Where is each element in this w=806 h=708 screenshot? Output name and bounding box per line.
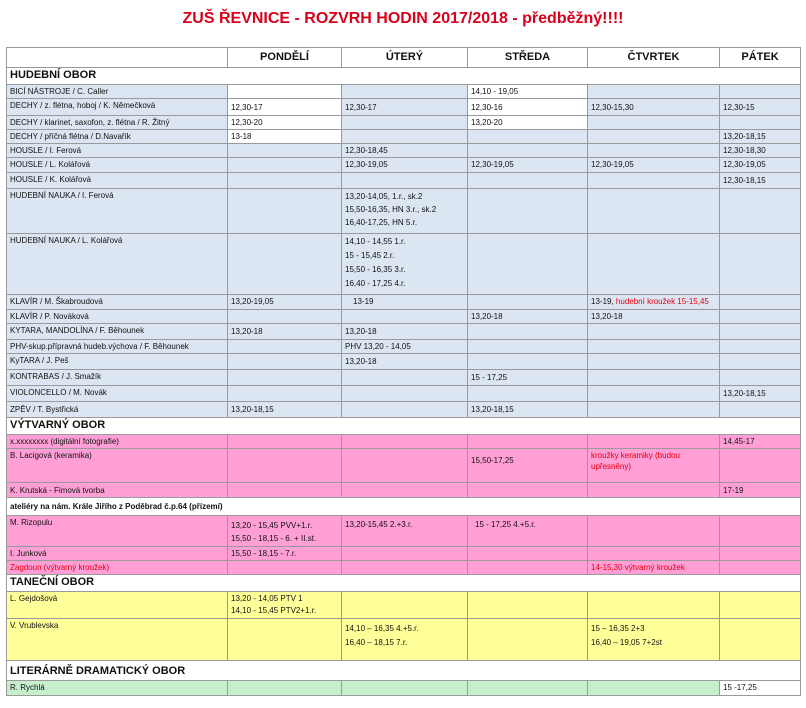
cell xyxy=(588,386,720,402)
cell-text: 13,20-15,45 2.+3.r. xyxy=(345,520,413,529)
cell xyxy=(468,234,588,295)
cell xyxy=(228,189,342,234)
cell xyxy=(588,402,720,418)
cell-text: 15 - 17,25 4.+5.r. xyxy=(475,520,536,529)
cell xyxy=(228,340,342,354)
cell xyxy=(228,85,342,99)
row-name: HOUSLE / L. Kolářová xyxy=(7,158,228,173)
cell: 12,30-18,15 xyxy=(720,173,801,189)
cell xyxy=(342,370,468,386)
table-row xyxy=(7,592,801,619)
table-row xyxy=(7,619,801,661)
section-row xyxy=(7,575,801,592)
cell xyxy=(468,435,588,449)
section-title: HUDEBNÍ OBOR xyxy=(7,68,801,85)
section-title: LITERÁRNĚ DRAMATICKÝ OBOR xyxy=(7,661,801,681)
row-name: VIOLONCELLO / M. Novák xyxy=(7,386,228,402)
schedule-table xyxy=(6,47,801,696)
cell xyxy=(342,619,468,661)
row-name: x.xxxxxxxx (digitální fotografie) xyxy=(7,435,228,449)
cell xyxy=(468,144,588,158)
table-row xyxy=(7,99,801,116)
cell-line: 16,40 – 18,15 7.r. xyxy=(345,638,408,647)
table-row xyxy=(7,85,801,99)
cell xyxy=(468,173,588,189)
header-empty xyxy=(7,48,228,68)
cell-line: 15,50 - 16,35 3.r. xyxy=(345,265,406,274)
cell xyxy=(342,516,468,547)
cell: 13,20-18,15 xyxy=(228,402,342,418)
cell xyxy=(228,370,342,386)
cell xyxy=(228,619,342,661)
cell xyxy=(342,449,468,483)
cell: PHV 13,20 - 14,05 xyxy=(342,340,468,354)
cell xyxy=(720,295,801,310)
cell: 15 - 17,25 xyxy=(468,370,588,386)
cell xyxy=(588,592,720,619)
table-row xyxy=(7,547,801,561)
cell xyxy=(720,547,801,561)
cell xyxy=(588,547,720,561)
cell-line: 13,20 - 15,45 PVV+1.r. xyxy=(231,521,313,530)
cell xyxy=(468,619,588,661)
row-name: R. Rychlá xyxy=(7,681,228,696)
cell xyxy=(720,116,801,130)
cell xyxy=(342,85,468,99)
cell xyxy=(468,324,588,340)
cell-line: 16,40-17,25, HN 5.r. xyxy=(345,218,418,227)
cell xyxy=(468,354,588,370)
row-name: V. Vrublevska xyxy=(7,619,228,661)
cell xyxy=(468,561,588,575)
row-name: HUDEBNÍ NAUKA / I. Ferová xyxy=(7,189,228,234)
cell xyxy=(720,449,801,483)
cell xyxy=(720,402,801,418)
cell xyxy=(720,340,801,354)
cell-line: 16,40 – 19,05 7+2st xyxy=(591,638,662,647)
cell xyxy=(228,592,342,619)
section-title: VÝTVARNÝ OBOR xyxy=(7,418,801,435)
table-row xyxy=(7,483,801,498)
row-name xyxy=(7,561,228,575)
cell xyxy=(342,234,468,295)
table-row xyxy=(7,516,801,547)
cell: 13-18 xyxy=(228,130,342,144)
table-row xyxy=(7,144,801,158)
cell: 14,10 - 19,05 xyxy=(468,85,588,99)
cell xyxy=(720,516,801,547)
row-name: M. Rizopulu xyxy=(7,516,228,547)
cell-line: 13,20-14,05, 1.r., sk.2 xyxy=(345,192,423,201)
row-name: BICÍ NÁSTROJE / C. Caller xyxy=(7,85,228,99)
cell xyxy=(228,449,342,483)
cell xyxy=(720,354,801,370)
cell xyxy=(342,116,468,130)
cell xyxy=(342,310,468,324)
table-row xyxy=(7,324,801,340)
table-row xyxy=(7,681,801,696)
section-row xyxy=(7,418,801,435)
row-name: HUDEBNÍ NAUKA / L. Kolářová xyxy=(7,234,228,295)
day-header: PÁTEK xyxy=(720,48,801,68)
cell xyxy=(342,592,468,619)
cell xyxy=(342,386,468,402)
cell xyxy=(342,130,468,144)
table-row xyxy=(7,354,801,370)
cell xyxy=(468,681,588,696)
row-name: L. Gejdošová xyxy=(7,592,228,619)
club-note: hudební kroužek 15-15,45 xyxy=(615,297,709,306)
cell xyxy=(720,370,801,386)
cell-line: 14,10 - 15,45 PTV2+1.r. xyxy=(231,606,317,615)
cell: 13,20-18 xyxy=(342,354,468,370)
cell-line: 15,50 - 18,15 - 6. + II.st. xyxy=(231,534,317,543)
cell xyxy=(468,592,588,619)
cell xyxy=(468,386,588,402)
cell xyxy=(342,547,468,561)
row-name: B. Lacigová (keramika) xyxy=(7,449,228,483)
cell xyxy=(588,516,720,547)
cell xyxy=(342,435,468,449)
cell xyxy=(588,85,720,99)
cell-text: 13-19, xyxy=(591,297,614,306)
cell xyxy=(228,386,342,402)
cell xyxy=(342,295,468,310)
row-name-text: Zagdoun (výtvarný kroužek) xyxy=(10,563,110,572)
cell xyxy=(468,547,588,561)
cell: 13,20-18 xyxy=(468,310,588,324)
table-row xyxy=(7,173,801,189)
cell-line: 13,20 - 14,05 PTV 1 xyxy=(231,594,303,603)
cell: 13,20-18,15 xyxy=(720,386,801,402)
row-name: DECHY / příčná flétna / D.Navařík xyxy=(7,130,228,144)
cell xyxy=(228,483,342,498)
row-name: KyTARA / J. Peš xyxy=(7,354,228,370)
day-header: ČTVRTEK xyxy=(588,48,720,68)
cell xyxy=(588,130,720,144)
cell xyxy=(468,189,588,234)
cell xyxy=(228,158,342,173)
cell: 13,20-19,05 xyxy=(228,295,342,310)
cell xyxy=(228,144,342,158)
subsection-row xyxy=(7,498,801,516)
cell: 12,30-19,05 xyxy=(342,158,468,173)
table-row xyxy=(7,370,801,386)
cell xyxy=(720,561,801,575)
cell: 13,20-18,15 xyxy=(468,402,588,418)
cell xyxy=(720,189,801,234)
cell xyxy=(342,402,468,418)
cell: 12,30-15,30 xyxy=(588,99,720,116)
cell-line: 14,10 – 16,35 4.+5.r. xyxy=(345,624,419,633)
page-title: ZUŠ ŘEVNICE - ROZVRH HODIN 2017/2018 - předběžný!!!! xyxy=(182,10,624,27)
day-header: ÚTERÝ xyxy=(342,48,468,68)
cell xyxy=(228,354,342,370)
table-row xyxy=(7,234,801,295)
cell xyxy=(342,561,468,575)
cell-line: 16,40 - 17,25 4.r. xyxy=(345,279,406,288)
cell: 12,30-18,30 xyxy=(720,144,801,158)
cell xyxy=(588,189,720,234)
table-row xyxy=(7,402,801,418)
cell xyxy=(720,592,801,619)
cell: 13,20-20 xyxy=(468,116,588,130)
cell xyxy=(228,310,342,324)
row-name: HOUSLE / I. Ferová xyxy=(7,144,228,158)
cell: 12,30-16 xyxy=(468,99,588,116)
cell xyxy=(468,340,588,354)
cell: 12,30-19,05 xyxy=(468,158,588,173)
cell: 12,30-19,05 xyxy=(588,158,720,173)
row-name: DECHY / klarinet, saxofon, z. flétna / R. Žitný xyxy=(7,116,228,130)
table-row xyxy=(7,295,801,310)
cell xyxy=(720,619,801,661)
table-row xyxy=(7,386,801,402)
row-name: PHV-skup.přípravná hudeb.výchova / F. Běhounek xyxy=(7,340,228,354)
cell: 12,30-17 xyxy=(342,99,468,116)
cell xyxy=(228,681,342,696)
row-name: ZPĚV / T. Bystřická xyxy=(7,402,228,418)
cell xyxy=(342,681,468,696)
cell: 13,20-18,15 xyxy=(720,130,801,144)
cell-text: 13-19 xyxy=(353,297,374,306)
cell xyxy=(588,619,720,661)
cell xyxy=(588,173,720,189)
cell xyxy=(588,340,720,354)
cell xyxy=(588,435,720,449)
cell xyxy=(588,483,720,498)
cell: 12,30-20 xyxy=(228,116,342,130)
table-row xyxy=(7,435,801,449)
cell-text: 15,50-17,25 xyxy=(471,456,514,465)
cell xyxy=(228,435,342,449)
table-row xyxy=(7,310,801,324)
header-row xyxy=(7,48,801,68)
cell: 15,50 - 18,15 - 7.r. xyxy=(228,547,342,561)
cell xyxy=(588,354,720,370)
club-note: 14-15,30 výtvarný kroužek xyxy=(591,563,685,572)
cell xyxy=(720,310,801,324)
cell xyxy=(468,449,588,483)
cell: 13,20-18 xyxy=(588,310,720,324)
row-name: I. Junková xyxy=(7,547,228,561)
table-row xyxy=(7,189,801,234)
row-name: KLAVÍR / M. Škabroudová xyxy=(7,295,228,310)
ceramics-note: kroužky keramiky (budou upřesněny) xyxy=(591,451,680,471)
cell xyxy=(228,561,342,575)
cell xyxy=(720,234,801,295)
table-row xyxy=(7,130,801,144)
cell: 15 -17,25 xyxy=(720,681,801,696)
cell xyxy=(720,85,801,99)
cell: 12,30-19,05 xyxy=(720,158,801,173)
section-row xyxy=(7,68,801,85)
cell xyxy=(588,324,720,340)
row-name: KLAVÍR / P. Nováková xyxy=(7,310,228,324)
table-row xyxy=(7,158,801,173)
cell xyxy=(468,295,588,310)
cell xyxy=(468,130,588,144)
table-row xyxy=(7,449,801,483)
table-row xyxy=(7,340,801,354)
cell xyxy=(588,295,720,310)
cell xyxy=(588,144,720,158)
day-header: STŘEDA xyxy=(468,48,588,68)
cell xyxy=(228,173,342,189)
cell xyxy=(720,324,801,340)
day-header: PONDĚLÍ xyxy=(228,48,342,68)
cell: 14,45-17 xyxy=(720,435,801,449)
cell xyxy=(588,561,720,575)
cell-line: 15 – 16,35 2+3 xyxy=(591,624,645,633)
cell-line: 15,50-16,35, HN 3.r., sk.2 xyxy=(345,205,437,214)
cell xyxy=(588,449,720,483)
cell-line: 14,10 - 14,55 1.r. xyxy=(345,237,406,246)
cell xyxy=(468,516,588,547)
cell: 17-19 xyxy=(720,483,801,498)
cell: 13,20-18 xyxy=(228,324,342,340)
cell xyxy=(588,234,720,295)
cell: 12,30-18,45 xyxy=(342,144,468,158)
cell: 12,30-17 xyxy=(228,99,342,116)
table-row xyxy=(7,116,801,130)
cell xyxy=(228,234,342,295)
cell: 12,30-15 xyxy=(720,99,801,116)
cell xyxy=(342,173,468,189)
cell: 13,20-18 xyxy=(342,324,468,340)
cell xyxy=(228,516,342,547)
section-row xyxy=(7,661,801,681)
subsection-title: ateliéry na nám. Krále Jiřího z Poděbrad č.p.64 (přízemí) xyxy=(7,498,801,516)
row-name: K. Krutská - Fimová tvorba xyxy=(7,483,228,498)
row-name: DECHY / z. flétna, hoboj / K. Němečková xyxy=(7,99,228,116)
table-row xyxy=(7,561,801,575)
row-name: KONTRABAS / J. Smažík xyxy=(7,370,228,386)
cell xyxy=(468,483,588,498)
cell xyxy=(588,370,720,386)
cell xyxy=(342,189,468,234)
cell-line: 15 - 15,45 2.r. xyxy=(345,251,395,260)
cell xyxy=(342,483,468,498)
cell xyxy=(588,681,720,696)
cell xyxy=(588,116,720,130)
section-title: TANEČNÍ OBOR xyxy=(7,575,801,592)
row-name: KYTARA, MANDOLÍNA / F. Běhounek xyxy=(7,324,228,340)
row-name: HOUSLE / K. Kolářová xyxy=(7,173,228,189)
